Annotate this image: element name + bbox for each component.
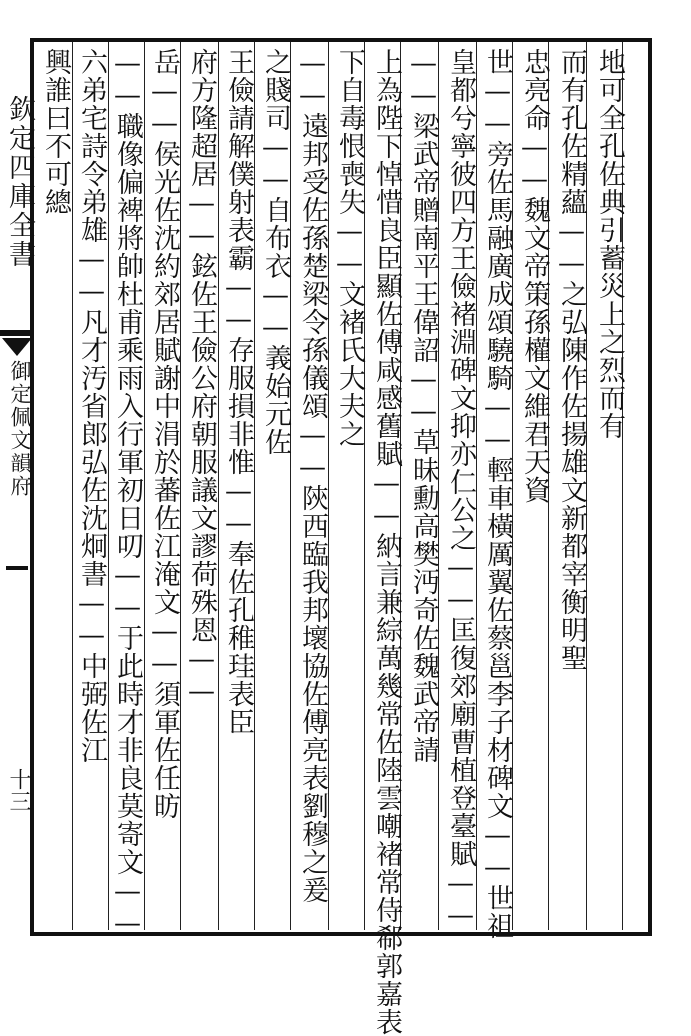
text-column-5: 皇都兮寧彼四方王儉褚淵碑文抑亦仁公之——匡復郊廟曹植登臺賦—— [445, 48, 476, 932]
column-rule [108, 42, 109, 930]
text-column-11: 王儉請解僕射表霸——存服損非惟——奉佐孔稚珪表臣 [223, 48, 254, 736]
text-column-2: 而有孔佐精蘊——之弘陳作佐揚雄文新都宰衡明聖 [556, 48, 587, 672]
text-column-8: 下自毒恨喪失——文褚氏大夫之 [334, 48, 365, 448]
volume-title: 御定佩文韻府 [8, 360, 32, 498]
book-title: 欽定四庫全書 [4, 95, 35, 269]
fold-mark-icon [0, 558, 34, 580]
text-column-7: 上為陛下悼惜良臣顯佐傅咸感舊賦——納言兼綜萬幾常佐陸雲嘲褚常侍郗郭嘉表 [371, 48, 402, 1036]
text-column-12: 府方隆超居——鉉佐王儉公府朝服議文謬荷殊恩—— [186, 48, 217, 708]
page-number: 十三 [6, 768, 31, 812]
text-column-16: 興誰曰不可總 [40, 48, 71, 216]
column-rule [144, 42, 145, 930]
text-column-10: 之賤司——自布衣——義始元佐 [260, 48, 291, 456]
text-column-1: 地可全孔佐典引蓄災上之烈而有 [594, 48, 625, 440]
column-rule [72, 42, 73, 930]
fishtail-mark-icon [0, 330, 34, 358]
column-rule [218, 42, 219, 930]
text-column-15: 六弟宅詩令弟雄——凡才汚省郎弘佐沈炯書——中弼佐江 [76, 48, 107, 764]
text-column-9: ——遠邦受佐孫楚梁令孫儀頌——陝西臨我邦壞協佐傅亮表劉穆之爰 [297, 48, 328, 904]
text-column-14: ——職像偏裨將帥杜甫乘雨入行軍初日叨——于此時才非良莫寄文—— [112, 48, 143, 940]
text-column-4: 世——旁佐馬融廣成頌驍騎——輕車橫厲翼佐蔡邕李子材碑文——世祖 [482, 48, 513, 940]
book-spine-margin [0, 40, 35, 936]
text-column-3: 忠亮命——魏文帝策孫權文維君天資 [519, 48, 550, 504]
text-column-13: 岳——侯光佐沈約郊居賦謝中涓於蕃佐江淹文——須軍佐任昉 [149, 48, 180, 820]
text-column-6: ——梁武帝贈南平王偉詔——草昧勳高樊沔奇佐魏武帝請 [408, 48, 439, 764]
